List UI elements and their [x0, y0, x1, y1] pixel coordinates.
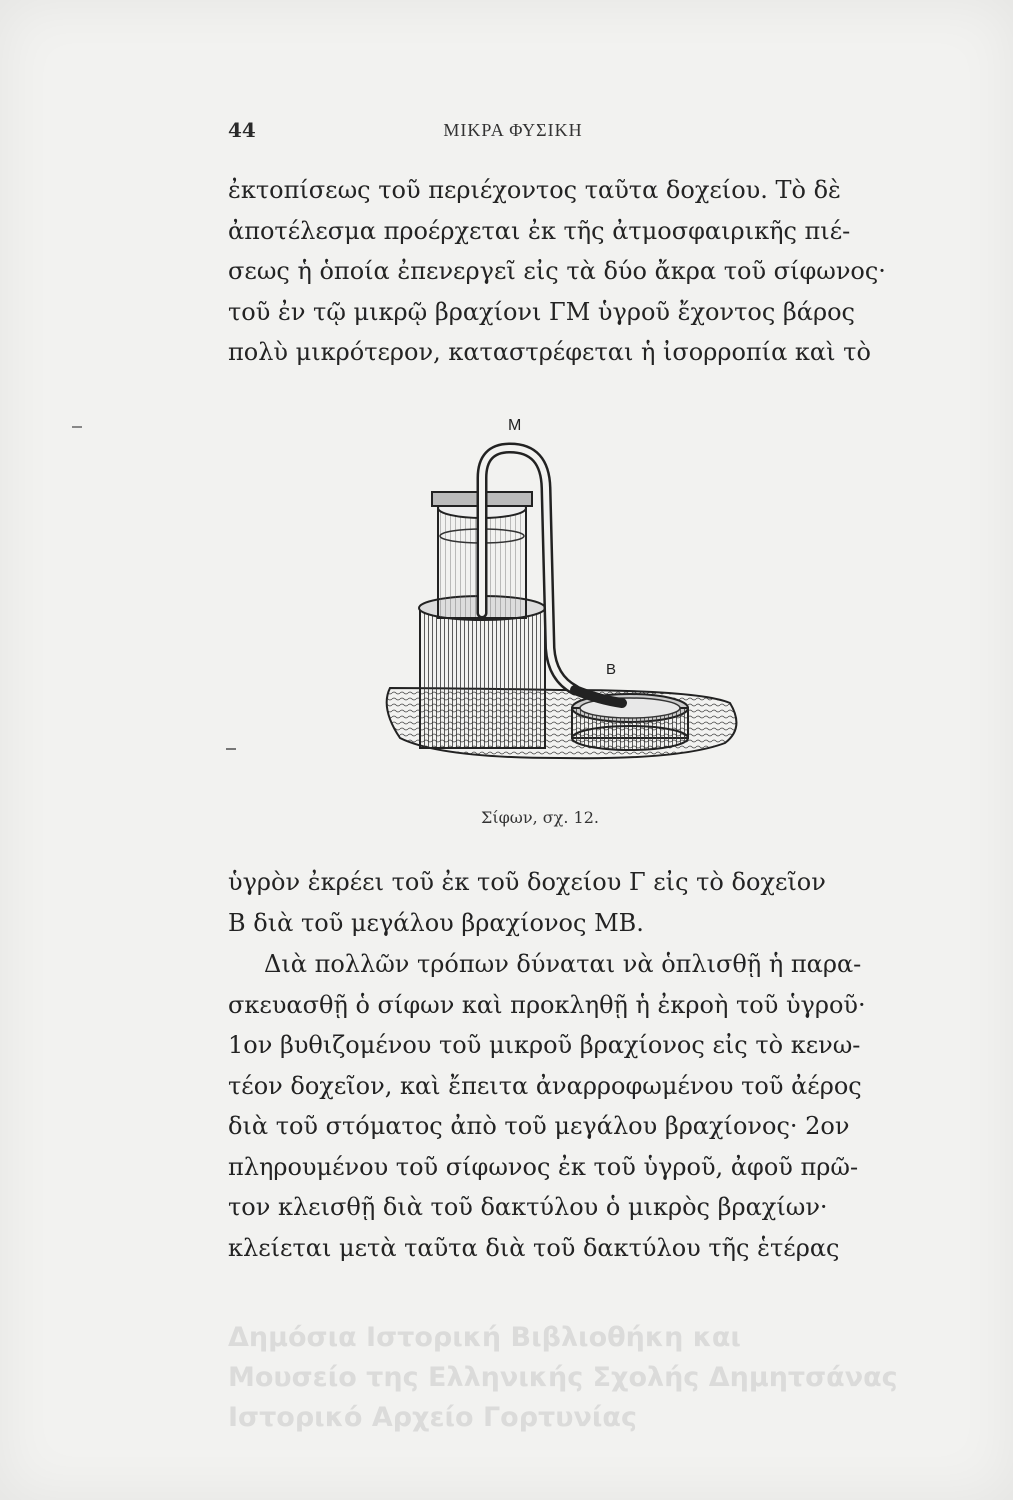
pedestal: [420, 608, 545, 748]
paragraph-1: [228, 170, 908, 373]
text-line: σεως ἡ ὁποία ἐπενεργεῖ εἰς τὰ δύο ἄκρα τοῦ σίφωνος·: [228, 257, 886, 285]
text-line: τον κλεισθῇ διὰ τοῦ δακτύλου ὁ μικρὸς βραχίων·: [228, 1193, 828, 1221]
figure-label-m: M: [508, 417, 522, 434]
text-line: ἐκτοπίσεως τοῦ περιέχοντος ταῦτα δοχείου. Τὸ δὲ: [228, 176, 841, 204]
watermark-line: Μουσείο της Ελληνικής Σχολής Δημητσάνας: [228, 1362, 898, 1393]
watermark-line: Δημόσια Ιστορική Βιβλιοθήκη και: [228, 1322, 741, 1353]
text-line: Διὰ πολλῶν τρόπων δύναται νὰ ὁπλισθῇ ἡ παρα-: [264, 950, 862, 978]
margin-mark: [72, 426, 82, 428]
text-line: ὑγρὸν ἐκρέει τοῦ ἐκ τοῦ δοχείου Γ εἰς τὸ δοχεῖον: [228, 868, 826, 896]
library-watermark: [228, 1318, 988, 1438]
figure-label-b: B: [606, 661, 617, 678]
text-line: τοῦ ἐν τῷ μικρῷ βραχίονι ΓΜ ὑγροῦ ἔχοντος βάρος: [228, 297, 855, 326]
text-line: κλείεται μετὰ ταῦτα διὰ τοῦ δακτύλου τῆς ἑτέρας: [228, 1233, 840, 1262]
running-title: ΜΙΚΡΑ ΦΥΣΙΚΗ: [443, 120, 583, 140]
text-line: πολὺ μικρότερον, καταστρέφεται ἡ ἰσορροπία καὶ τὸ: [228, 338, 871, 366]
text-line: ἀποτέλεσμα προέρχεται ἐκ τῆς ἀτμοσφαιρικῆς πιέ-: [228, 216, 851, 245]
text-line: τέον δοχεῖον, καὶ ἔπειτα ἀναρροφωμένου τοῦ ἀέρος: [228, 1071, 862, 1100]
text-line: διὰ τοῦ στόματος ἀπὸ τοῦ μεγάλου βραχίονος· 2ον: [228, 1112, 850, 1140]
text-line: σκευασθῇ ὁ σίφων καὶ προκληθῇ ἡ ἐκροὴ τοῦ ὑγροῦ·: [228, 990, 866, 1019]
watermark-line: Ιστορικό Αρχείο Γορτυνίας: [228, 1402, 637, 1433]
siphon-illustration: [360, 408, 770, 798]
siphon-figure: [360, 408, 770, 798]
page-number: 44: [228, 118, 256, 142]
margin-mark: [226, 748, 236, 750]
paragraph-2: [228, 862, 908, 943]
text-line: Β διὰ τοῦ μεγάλου βραχίονος ΜΒ.: [228, 908, 644, 937]
figure-caption: Σίφων, σχ. 12.: [481, 808, 599, 827]
page-header: [228, 118, 788, 148]
text-line: πληρουμένου τοῦ σίφωνος ἐκ τοῦ ὑγροῦ, ἀφοῦ πρῶ-: [228, 1152, 859, 1181]
paragraph-3: [228, 944, 908, 1268]
text-line: 1ον βυθιζομένου τοῦ μικροῦ βραχίονος εἰς τὸ κενω-: [228, 1031, 861, 1059]
